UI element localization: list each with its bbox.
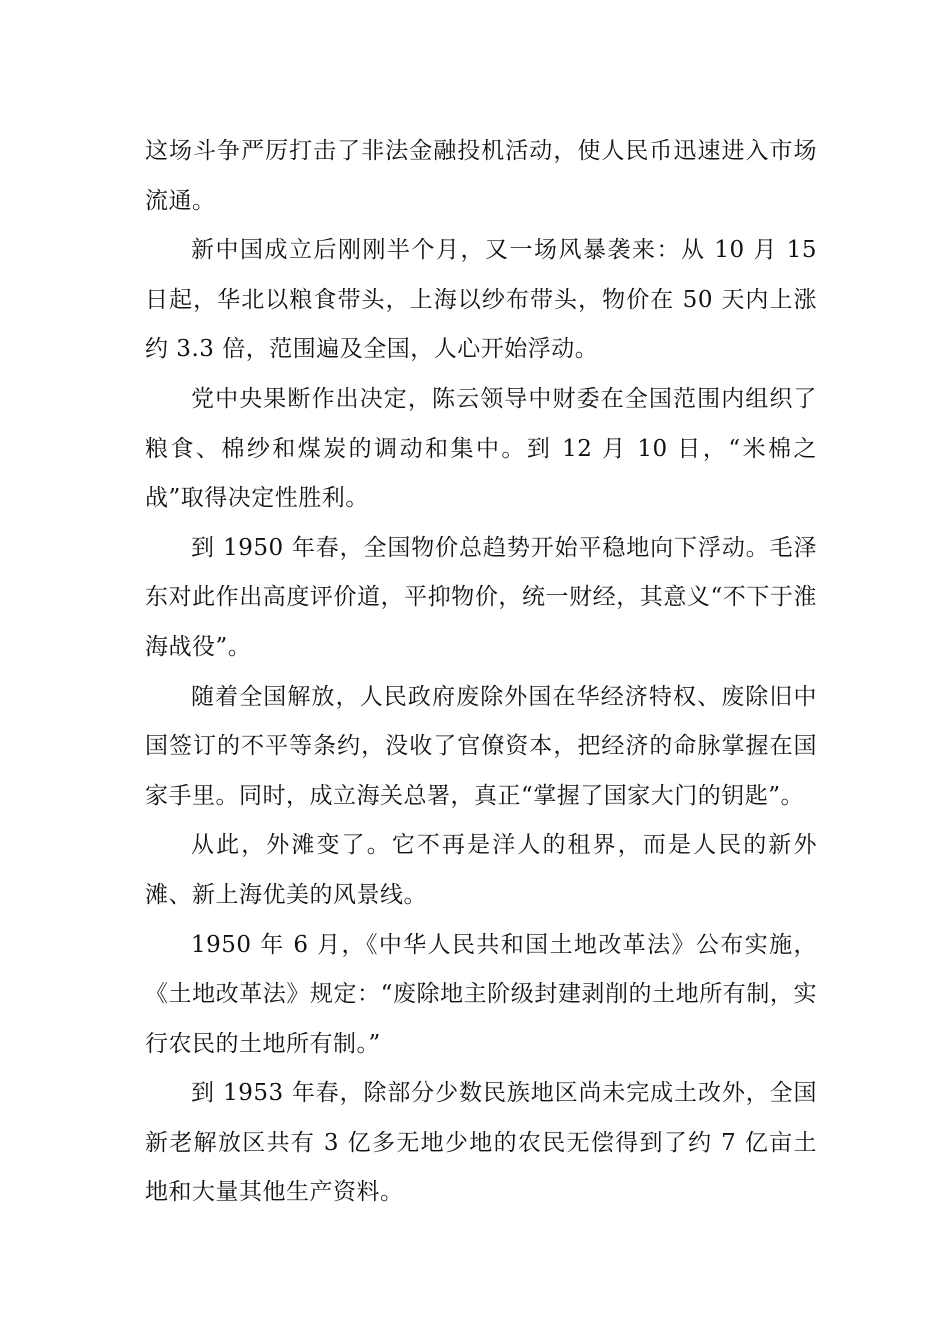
- paragraph: 党中央果断作出决定，陈云领导中财委在全国范围内组织了粮食、棉纱和煤炭的调动和集中。到 12 月 10 日，“米棉之战”取得决定性胜利。: [145, 385, 817, 512]
- paragraph: 从此，外滩变了。它不再是洋人的租界，而是人民的新外滩、新上海优美的风景线。: [145, 832, 817, 908]
- body-text: [145, 127, 817, 1218]
- paragraph: 随着全国解放，人民政府废除外国在华经济特权、废除旧中国签订的不平等条约，没收了官僚资本，把经济的命脉掌握在国家手里。同时，成立海关总署，真正“掌握了国家大门的钥匙”。: [145, 683, 817, 809]
- paragraph: 1950 年 6 月，《中华人民共和国土地改革法》公布实施，《土地改革法》规定：“废除地主阶级封建剥削的土地所有制，实行农民的土地所有制。”: [145, 931, 817, 1057]
- paragraph: 这场斗争严厉打击了非法金融投机活动，使人民币迅速进入市场流通。: [145, 138, 817, 214]
- paragraph: 到 1950 年春，全国物价总趋势开始平稳地向下浮动。毛泽东对此作出高度评价道，平抑物价，统一财经，其意义“不下于淮海战役”。: [145, 534, 817, 660]
- paragraph: 新中国成立后刚刚半个月，又一场风暴袭来：从 10 月 15 日起，华北以粮食带头，上海以纱布带头，物价在 50 天内上涨约 3.3 倍，范围遍及全国，人心开始浮动。: [145, 237, 817, 363]
- paragraph: 到 1953 年春，除部分少数民族地区尚未完成土改外，全国新老解放区共有 3 亿多无地少地的农民无偿得到了约 7 亿亩土地和大量其他生产资料。: [145, 1080, 817, 1206]
